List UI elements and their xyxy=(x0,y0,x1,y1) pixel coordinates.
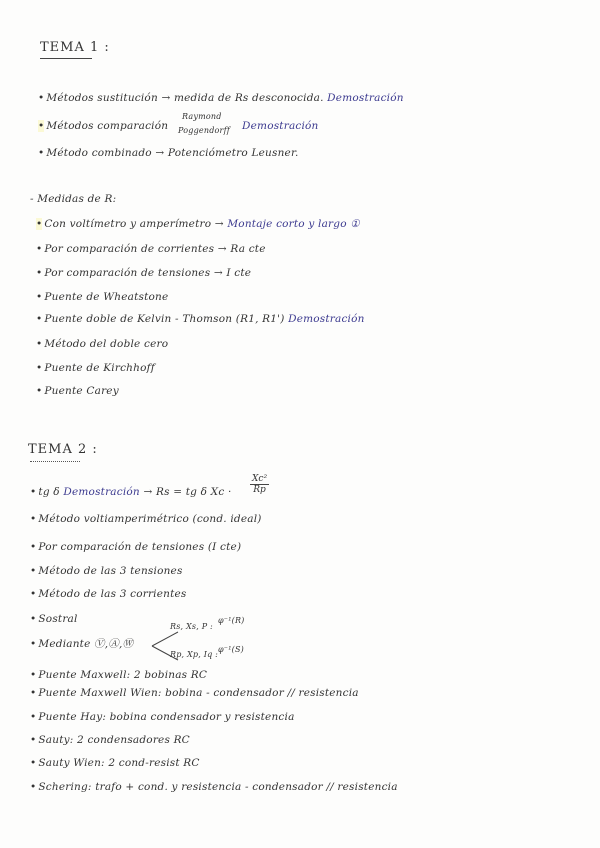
demo-note: Demostración xyxy=(288,313,365,325)
puente-item-5 xyxy=(30,781,398,793)
item-text: Sauty Wien: 2 cond-resist RC xyxy=(38,757,200,769)
item-text: Con voltímetro y amperímetro → xyxy=(44,218,224,230)
bullet: • xyxy=(36,385,43,397)
medidas-title: - Medidas de R: xyxy=(30,193,117,205)
item-text: Método de las 3 corrientes xyxy=(38,588,187,600)
puente-item-1 xyxy=(30,687,359,699)
puente-item-2 xyxy=(30,711,295,723)
bullet: • xyxy=(30,513,37,525)
mediante-branch-bottom: Rp, Xp, Iq : xyxy=(170,650,219,659)
tema1-underline xyxy=(40,58,92,59)
item-text: Métodos sustitución → medida de Rs desconocida. xyxy=(46,92,324,104)
bullet: • xyxy=(38,92,45,104)
item-text: Schering: trafo + cond. y resistencia - condensador // resistencia xyxy=(38,781,398,793)
bullet: • xyxy=(30,613,37,625)
tema2-item-0 xyxy=(30,513,262,525)
item-text: Por comparación de corrientes → Ra cte xyxy=(44,243,266,255)
medidas-item-1 xyxy=(36,243,266,255)
bullet: • xyxy=(30,669,37,681)
bullet: • xyxy=(30,687,37,699)
bullet: • xyxy=(30,734,37,746)
medidas-item-7 xyxy=(36,385,119,397)
tema1-item-2 xyxy=(38,147,299,159)
bullet: • xyxy=(36,267,43,279)
bullet: • xyxy=(30,781,37,793)
bullet: • xyxy=(30,757,37,769)
bullet: • xyxy=(30,565,37,577)
puente-item-0 xyxy=(30,669,207,681)
tema2-item-4 xyxy=(30,613,78,625)
bullet: • xyxy=(30,638,37,650)
branch-brace-icon xyxy=(148,626,188,666)
tg-fraction xyxy=(250,474,269,495)
tema2-title: TEMA 2 : xyxy=(28,442,98,457)
tema2-item-2 xyxy=(30,565,183,577)
item-text: Puente Maxwell Wien: bobina - condensador // resistencia xyxy=(38,687,359,699)
medidas-item-5 xyxy=(36,338,168,350)
mediante-branch-top-r: φ⁻¹(R) xyxy=(218,616,245,625)
demo-note: Demostración xyxy=(327,92,404,104)
bullet: • xyxy=(30,541,37,553)
item-text: Sostral xyxy=(38,613,78,625)
tg-prefix: tg δ xyxy=(38,486,60,498)
item-text: Puente de Kirchhoff xyxy=(44,362,155,374)
bullet: • xyxy=(30,486,37,498)
item-text: Por comparación de tensiones (I cte) xyxy=(38,541,242,553)
tema1-item-1-note: Demostración xyxy=(242,120,319,132)
bullet: • xyxy=(36,313,43,325)
bullet: • xyxy=(36,338,43,350)
tema1-item-0 xyxy=(38,92,404,104)
item-text: Mediante Ⓥ,Ⓐ,Ⓦ xyxy=(38,638,134,650)
item-text: Método de las 3 tensiones xyxy=(38,565,183,577)
mediante-branch-bottom-r: φ⁻¹(S) xyxy=(218,645,244,654)
tg-formula: → Rs = tg δ Xc · xyxy=(143,486,232,498)
medidas-item-4 xyxy=(36,313,365,325)
item-text: Puente Hay: bobina condensador y resistencia xyxy=(38,711,295,723)
bullet: • xyxy=(36,291,43,303)
medidas-item-6 xyxy=(36,362,155,374)
puente-item-4 xyxy=(30,757,200,769)
bullet: • xyxy=(38,120,45,132)
tema2-tg-line xyxy=(30,486,232,498)
tema1-title: TEMA 1 : xyxy=(40,40,110,55)
item-text: Sauty: 2 condensadores RC xyxy=(38,734,190,746)
bullet: • xyxy=(30,711,37,723)
item-text: Métodos comparación xyxy=(46,120,169,132)
tema2-item-1 xyxy=(30,541,241,553)
fraction-numerator: Xc² xyxy=(252,474,268,484)
medidas-item-2 xyxy=(36,267,251,279)
demo-note: Montaje corto y largo ① xyxy=(227,218,360,230)
tema1-item-1-sub-bottom: Poggendorff xyxy=(178,126,230,135)
item-text: Método del doble cero xyxy=(44,338,169,350)
puente-item-3 xyxy=(30,734,190,746)
bullet: • xyxy=(36,243,43,255)
bullet: • xyxy=(36,362,43,374)
medidas-item-0 xyxy=(36,218,360,230)
tema2-item-3 xyxy=(30,588,187,600)
demo-note: Demostración xyxy=(63,486,140,498)
item-text: Por comparación de tensiones → I cte xyxy=(44,267,252,279)
medidas-item-3 xyxy=(36,291,168,303)
item-text: Método combinado → Potenciómetro Leusner. xyxy=(46,147,299,159)
item-text: Puente doble de Kelvin - Thomson (R1, R1') xyxy=(44,313,285,325)
fraction-denominator: Rp xyxy=(253,485,266,495)
bullet: • xyxy=(38,147,45,159)
tema1-item-1 xyxy=(38,120,168,132)
tema1-item-1-sub-top: Raymond xyxy=(182,112,222,121)
item-text: Puente Maxwell: 2 bobinas RC xyxy=(38,669,208,681)
item-text: Método voltiamperimétrico (cond. ideal) xyxy=(38,513,262,525)
bullet: • xyxy=(36,218,43,230)
tema2-mediante xyxy=(30,636,133,651)
item-text: Puente de Wheatstone xyxy=(44,291,169,303)
bullet: • xyxy=(30,588,37,600)
tema2-underline xyxy=(30,461,80,462)
item-text: Puente Carey xyxy=(44,385,119,397)
mediante-branch-top: Rs, Xs, P : xyxy=(170,622,213,631)
